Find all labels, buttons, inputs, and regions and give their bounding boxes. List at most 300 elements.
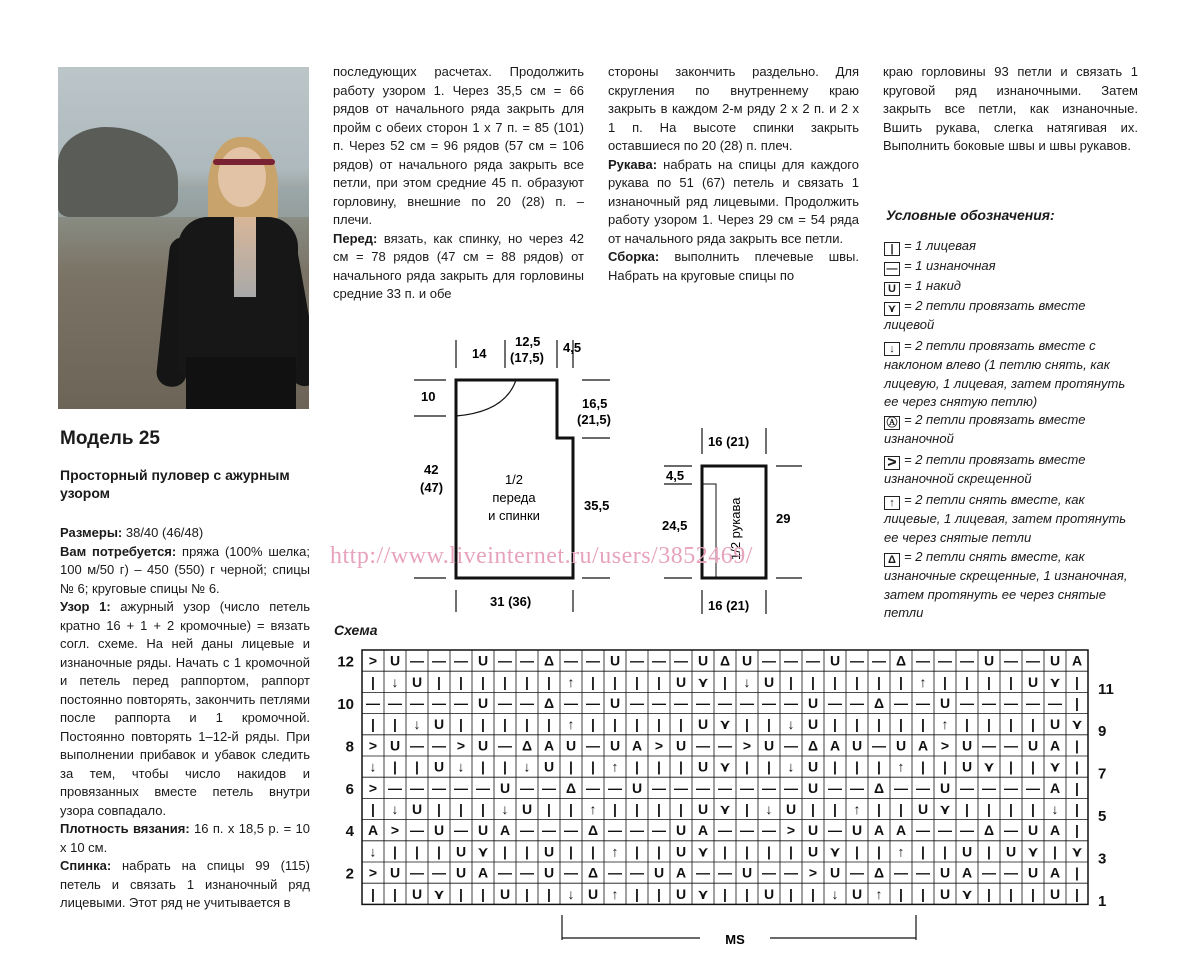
schema-title: Схема [334,622,378,638]
chart-cell: | [415,843,419,860]
chart-cell: ↓ [501,801,509,817]
chart-cell: — [894,779,908,796]
chart-cell: — [366,695,380,711]
chart-cell: U [763,673,775,690]
chart-cell: — [916,695,930,711]
chart-cell: ⋎ [1071,716,1083,733]
chart-cell: | [371,801,375,817]
chart-cell: U [609,652,621,669]
chart-cell: | [1053,843,1057,860]
chart-cell: — [1004,864,1018,881]
chart-cell: ↑ [941,716,949,733]
row-number-left: 8 [345,738,354,756]
chart-cell: Δ [873,864,885,881]
chart-cell: U [675,673,687,690]
chart-cell: | [635,843,639,860]
body-label-1: 1/2 [504,472,524,487]
chart-cell: — [1004,695,1018,711]
chart-cell: — [564,864,578,881]
chart-cell: | [1075,737,1079,754]
stitch-symbol-icon: ᐳ [884,456,900,470]
chart-cell: U [499,885,511,902]
chart-cell: ⋎ [719,758,731,775]
chart-cell: | [987,801,991,817]
knitting-chart [337,650,1114,910]
chart-cell: | [547,716,551,733]
chart-cell: — [894,864,908,881]
chart-cell: U [433,758,445,775]
chart-cell: — [520,652,534,669]
row-number-right: 1 [1098,892,1107,910]
paragraph-heading: Спинка: [60,858,112,873]
chart-cell: | [569,758,573,775]
chart-cell: A [1049,779,1061,796]
chart-cell: — [872,652,886,669]
chart-cell: U [675,843,687,860]
chart-cell: — [410,652,424,669]
sleeve-dim-top: 16 (21) [708,434,750,449]
chart-cell: | [745,885,749,902]
chart-cell: — [740,822,754,839]
stitch-symbol-icon: U [884,282,900,296]
chart-cell: | [481,801,485,817]
chart-cell: — [388,779,402,796]
chart-cell: | [943,758,947,775]
chart-cell: Δ [587,864,599,881]
chart-cell: — [1026,779,1040,796]
chart-cell: | [613,801,617,817]
paragraph-heading: Размеры: [60,525,123,540]
chart-cell: — [674,695,688,711]
chart-cell: ↑ [611,885,619,902]
chart-cell: | [987,843,991,860]
stitch-symbol-icon: ↑ [884,496,900,510]
chart-cell: ↓ [391,673,399,690]
chart-cell: ↓ [369,843,377,860]
stitch-symbol-icon: — [884,262,900,276]
legend-text: = 2 петли провязать вместе изнаночной [884,412,1086,446]
chart-cell: — [564,652,578,669]
chart-cell: — [938,652,952,669]
chart-cell: | [1009,716,1013,733]
paragraph-text: 16 п. х 18,5 р. = 10 х 10 см. [60,821,310,855]
chart-cell: U [1005,843,1017,860]
chart-cell: — [652,822,666,839]
chart-cell: ↑ [853,801,861,817]
chart-cell: ↑ [897,843,905,860]
chart-cell: | [481,673,485,690]
chart-cell: | [371,716,375,733]
chart-cell: — [630,822,644,839]
chart-cell: | [943,843,947,860]
chart-cell: U [543,758,555,775]
chart-cell: U [851,885,863,902]
chart-cell: | [877,758,881,775]
chart-cell: — [432,864,446,881]
chart-cell: — [542,779,556,796]
chart-cell: — [740,695,754,711]
chart-cell: A [367,822,379,839]
chart-cell: — [652,779,666,796]
chart-cell: — [1026,695,1040,711]
paragraph-text: стороны закончить раздельно. Для скругления по внутреннему краю закрыть в каждом 2-м ряду 2 х 2 п. и 2 х 1 п. На высоте спинки закрыть оставшиеся по 20 (28) п. плеч. [608,64,859,153]
chart-cell: — [586,695,600,711]
dim-side-b: (47) [420,480,444,495]
chart-cell: — [806,652,820,669]
chart-cell: U [697,652,709,669]
sleeve-dim-height: 29 [776,511,791,526]
chart-cell: — [410,822,424,839]
chart-cell: U [1027,673,1039,690]
chart-cell: > [742,737,752,754]
chart-cell: U [675,822,687,839]
legend-text: = 1 изнаночная [904,258,996,273]
chart-cell: ⋎ [719,716,731,733]
chart-cell: | [459,716,463,733]
chart-cell: — [498,737,512,754]
chart-cell: ↓ [787,716,795,733]
chart-cell: — [960,652,974,669]
chart-cell: — [520,822,534,839]
chart-cell: ↓ [567,885,575,902]
chart-cell: — [1048,695,1062,711]
chart-cell: — [630,864,644,881]
chart-cell: — [696,779,710,796]
paragraph-heading: Рукава: [608,156,658,172]
chart-cell: | [745,843,749,860]
chart-cell: > [390,822,400,839]
chart-cell: | [811,885,815,902]
chart-cell: U [697,801,709,817]
chart-cell: — [1004,737,1018,754]
dim-top-right: 4,5 [563,340,582,355]
chart-cell: | [723,885,727,902]
chart-cell: | [481,758,485,775]
chart-cell: | [987,673,991,690]
chart-cell: | [1031,716,1035,733]
chart-cell: — [454,779,468,796]
chart-cell: Δ [543,695,555,711]
chart-cell: > [456,737,466,754]
chart-cell: ↑ [567,716,575,733]
paragraph-heading: Узор 1: [60,599,111,614]
chart-cell: | [503,843,507,860]
chart-cell: — [432,737,446,754]
chart-cell: — [762,695,776,711]
chart-cell: | [965,673,969,690]
chart-cell: ↓ [413,716,421,733]
chart-cell: ↓ [787,758,795,775]
dim-body-height: 35,5 [584,498,610,513]
chart-cell: U [807,843,819,860]
chart-cell: — [410,737,424,754]
legend-text: = 1 лицевая [904,238,976,253]
chart-cell: | [855,843,859,860]
chart-cell: Δ [807,737,819,754]
chart-cell: U [477,737,489,754]
chart-cell: ↑ [875,885,883,902]
chart-cell: U [741,652,753,669]
row-number-left: 10 [337,696,354,713]
chart-cell: | [855,758,859,775]
chart-cell: U [565,737,577,754]
dim-bottom: 31 (36) [490,594,532,609]
chart-cell: | [371,885,375,902]
chart-cell: U [807,716,819,733]
row-number-right: 5 [1098,808,1107,825]
chart-cell: | [1075,695,1079,711]
chart-cell: U [455,864,467,881]
row-number-left: 4 [345,823,354,841]
chart-cell: U [389,864,401,881]
body-label-3: и спинки [488,508,540,523]
chart-cell: ⋎ [829,843,841,860]
chart-cell: | [833,673,837,690]
row-number-left: 12 [337,653,354,671]
chart-cell: | [833,758,837,775]
chart-cell: | [613,673,617,690]
chart-cell: | [921,758,925,775]
chart-cell: — [410,864,424,881]
sleeve-label: 1/2 рукава [728,497,743,560]
chart-cell: — [564,695,578,711]
chart-cell: U [433,822,445,839]
chart-cell: | [547,801,551,817]
chart-cell: > [368,779,378,796]
chart-cell: U [697,716,709,733]
chart-cell: — [982,695,996,711]
chart-cell: — [388,695,402,711]
chart-cell: ⋎ [433,885,445,902]
chart-cell: U [411,885,423,902]
neckline-curve [456,380,516,416]
chart-cell: — [982,737,996,754]
chart-cell: | [723,673,727,690]
stitch-symbol-icon: Δ [884,553,900,567]
chart-cell: > [654,737,664,754]
chart-cell: U [389,737,401,754]
chart-cell: | [657,758,661,775]
stitch-symbol-icon: ⋎ [884,302,900,316]
chart-cell: U [829,652,841,669]
chart-cell: | [811,801,815,817]
chart-cell: — [718,864,732,881]
chart-cell: | [877,843,881,860]
chart-cell: — [960,695,974,711]
chart-cell: Δ [565,779,577,796]
chart-cell: > [368,737,378,754]
chart-cell: | [965,801,969,817]
chart-cell: — [476,779,490,796]
chart-cell: U [675,885,687,902]
chart-cell: ⋎ [697,885,709,902]
chart-cell: | [635,758,639,775]
chart-cell: | [635,885,639,902]
chart-cell: | [767,716,771,733]
chart-cell: ⋎ [1027,843,1039,860]
chart-cell: U [939,695,951,711]
chart-cell: U [587,885,599,902]
chart-cell: | [1075,801,1079,817]
chart-cell: | [745,758,749,775]
chart-cell: | [393,758,397,775]
chart-cell: > [808,864,818,881]
chart-cell: — [432,652,446,669]
chart-cell: | [811,673,815,690]
paragraph-text: последующих расчетах. Продолжить работу узором 1. Через 35,5 см = 66 рядов от начального ряда закрыть для пройм с обеих сторон 1 х 7 п. = 85 (101) п. Через 52 см = 96 рядов (57 см = 106 рядов) от начального ряда закрыть все петли, при этом средние 45 п. образуют горловину, внешние по 20 (28) п. – плечи. [333,64,584,227]
chart-cell: ⋎ [477,843,489,860]
chart-cell: — [520,695,534,711]
sleeve-dim-cap: 4,5 [666,468,685,483]
chart-cell: U [1027,864,1039,881]
chart-cell: — [960,779,974,796]
body-label-2: переда [492,490,536,505]
chart-cell: ⋎ [697,673,709,690]
chart-cell: A [1071,652,1083,669]
chart-cell: U [609,695,621,711]
chart-cell: — [850,864,864,881]
chart-cell: — [586,737,600,754]
dim-arm-b: (21,5) [577,412,611,427]
chart-cell: U [961,758,973,775]
chart-cell: A [477,864,489,881]
chart-cell: A [961,864,973,881]
chart-cell: | [591,716,595,733]
chart-cell: | [965,716,969,733]
dim-top-mid-b: (17,5) [510,350,544,365]
chart-cell: | [833,716,837,733]
chart-cell: — [784,779,798,796]
chart-cell: A [1049,822,1061,839]
chart-cell: — [916,822,930,839]
chart-cell: — [652,695,666,711]
chart-cell: | [833,801,837,817]
chart-cell: | [1009,758,1013,775]
chart-cell: | [591,758,595,775]
paragraph-text: ажурный узор (число петель кратно 16 + 1 + 2 кромочные) = вязать согл. схеме. На ней даны лицевые и изнаночные ряды. Начать с 1 кромочной и петель перед раппортом, раппорт постоянно повторять, закончить петлями после раппорта и 1 кромочной. Постоянно повторять 1–12-й ряды. При выполнении прибавок и убавок следить за тем, чтобы число накидов и провязанных вместе петель внутри узора совпадало. [60,599,310,818]
chart-cell: Δ [587,822,599,839]
chart-cell: U [939,779,951,796]
chart-cell: | [855,716,859,733]
chart-cell: A [829,737,841,754]
chart-cell: | [789,885,793,902]
chart-cell: — [850,779,864,796]
chart-cell: ⋎ [1049,758,1061,775]
chart-cell: | [745,801,749,817]
repeat-label: MS [725,932,745,947]
chart-cell: A [697,822,709,839]
chart-cell: ↑ [611,758,619,775]
chart-cell: — [410,779,424,796]
chart-cell: | [613,716,617,733]
chart-cell: A [675,864,687,881]
chart-cell: — [520,864,534,881]
chart-cell: — [1004,652,1018,669]
row-number-left: 6 [345,780,354,798]
chart-cell: U [543,864,555,881]
chart-cell: U [917,801,929,817]
chart-cell: Δ [895,652,907,669]
chart-cell: ⋎ [697,843,709,860]
chart-cell: — [630,695,644,711]
chart-cell: — [454,652,468,669]
paragraph-heading: Сборка: [608,249,660,264]
chart-cell: — [916,864,930,881]
chart-cell: — [718,737,732,754]
chart-cell: | [657,885,661,902]
chart-cell: | [437,843,441,860]
chart-cell: — [850,695,864,711]
chart-cell: | [525,843,529,860]
chart-cell: | [899,885,903,902]
row-number-right: 3 [1098,850,1107,868]
chart-cell: ↓ [765,801,773,817]
chart-cell: | [503,716,507,733]
chart-cell: U [741,864,753,881]
chart-cell: — [652,652,666,669]
chart-cell: A [917,737,929,754]
chart-cell: | [635,716,639,733]
chart-cell: A [895,822,907,839]
chart-cell: ⋎ [939,801,951,817]
chart-cell: — [608,864,622,881]
chart-cell: U [477,652,489,669]
chart-cell: U [895,737,907,754]
chart-cell: U [939,885,951,902]
chart-cell: ⋎ [983,758,995,775]
chart-cell: | [591,673,595,690]
chart-cell: | [921,885,925,902]
chart-cell: | [569,843,573,860]
chart-cell: — [828,779,842,796]
chart-cell: U [389,652,401,669]
sleeve-dim-side: 24,5 [662,518,688,533]
paragraph-text: краю горловины 93 петли и связать 1 круговой ряд изнаночными. Затем закрыть все петли, как изнаночные. Вшить рукава, слегка натягивая их. Выполнить боковые швы и швы рукавов. [883,64,1138,153]
chart-cell: U [477,822,489,839]
chart-cell: — [454,822,468,839]
chart-cell: | [1075,822,1079,839]
legend-title: Условные обозначения: [886,207,1055,223]
row-number-right: 7 [1098,765,1107,783]
chart-cell: | [1075,779,1079,796]
chart-cell: — [938,822,952,839]
chart-cell: U [763,737,775,754]
chart-cell: ↓ [743,673,751,690]
chart-cell: ↑ [919,673,927,690]
chart-cell: | [899,716,903,733]
paragraph-text: набрать на спицы для каждого рукава по 51 (67) петель и связать 1 изнаночный ряд лицевыми. Продолжить работу узором 1. Через 29 см = 54 ряда от начального ряда закрыть все петли. [608,156,859,246]
chart-cell: — [740,779,754,796]
legend-text: = 1 накид [904,278,961,293]
chart-cell: | [547,885,551,902]
sleeve-dim-bottom: 16 (21) [708,598,750,613]
chart-cell: ⋎ [1049,673,1061,690]
chart-cell: Δ [543,652,555,669]
chart-cell: | [371,673,375,690]
dim-top-left: 14 [472,346,487,361]
chart-cell: | [943,673,947,690]
chart-cell: — [630,652,644,669]
chart-cell: | [1075,864,1079,881]
chart-cell: | [789,673,793,690]
stitch-symbol-icon: Ⓐ [884,416,900,430]
chart-cell: — [784,864,798,881]
chart-cell: | [745,716,749,733]
chart-cell: | [987,716,991,733]
chart-cell: A [499,822,511,839]
chart-cell: | [657,843,661,860]
chart-cell: U [521,801,533,817]
